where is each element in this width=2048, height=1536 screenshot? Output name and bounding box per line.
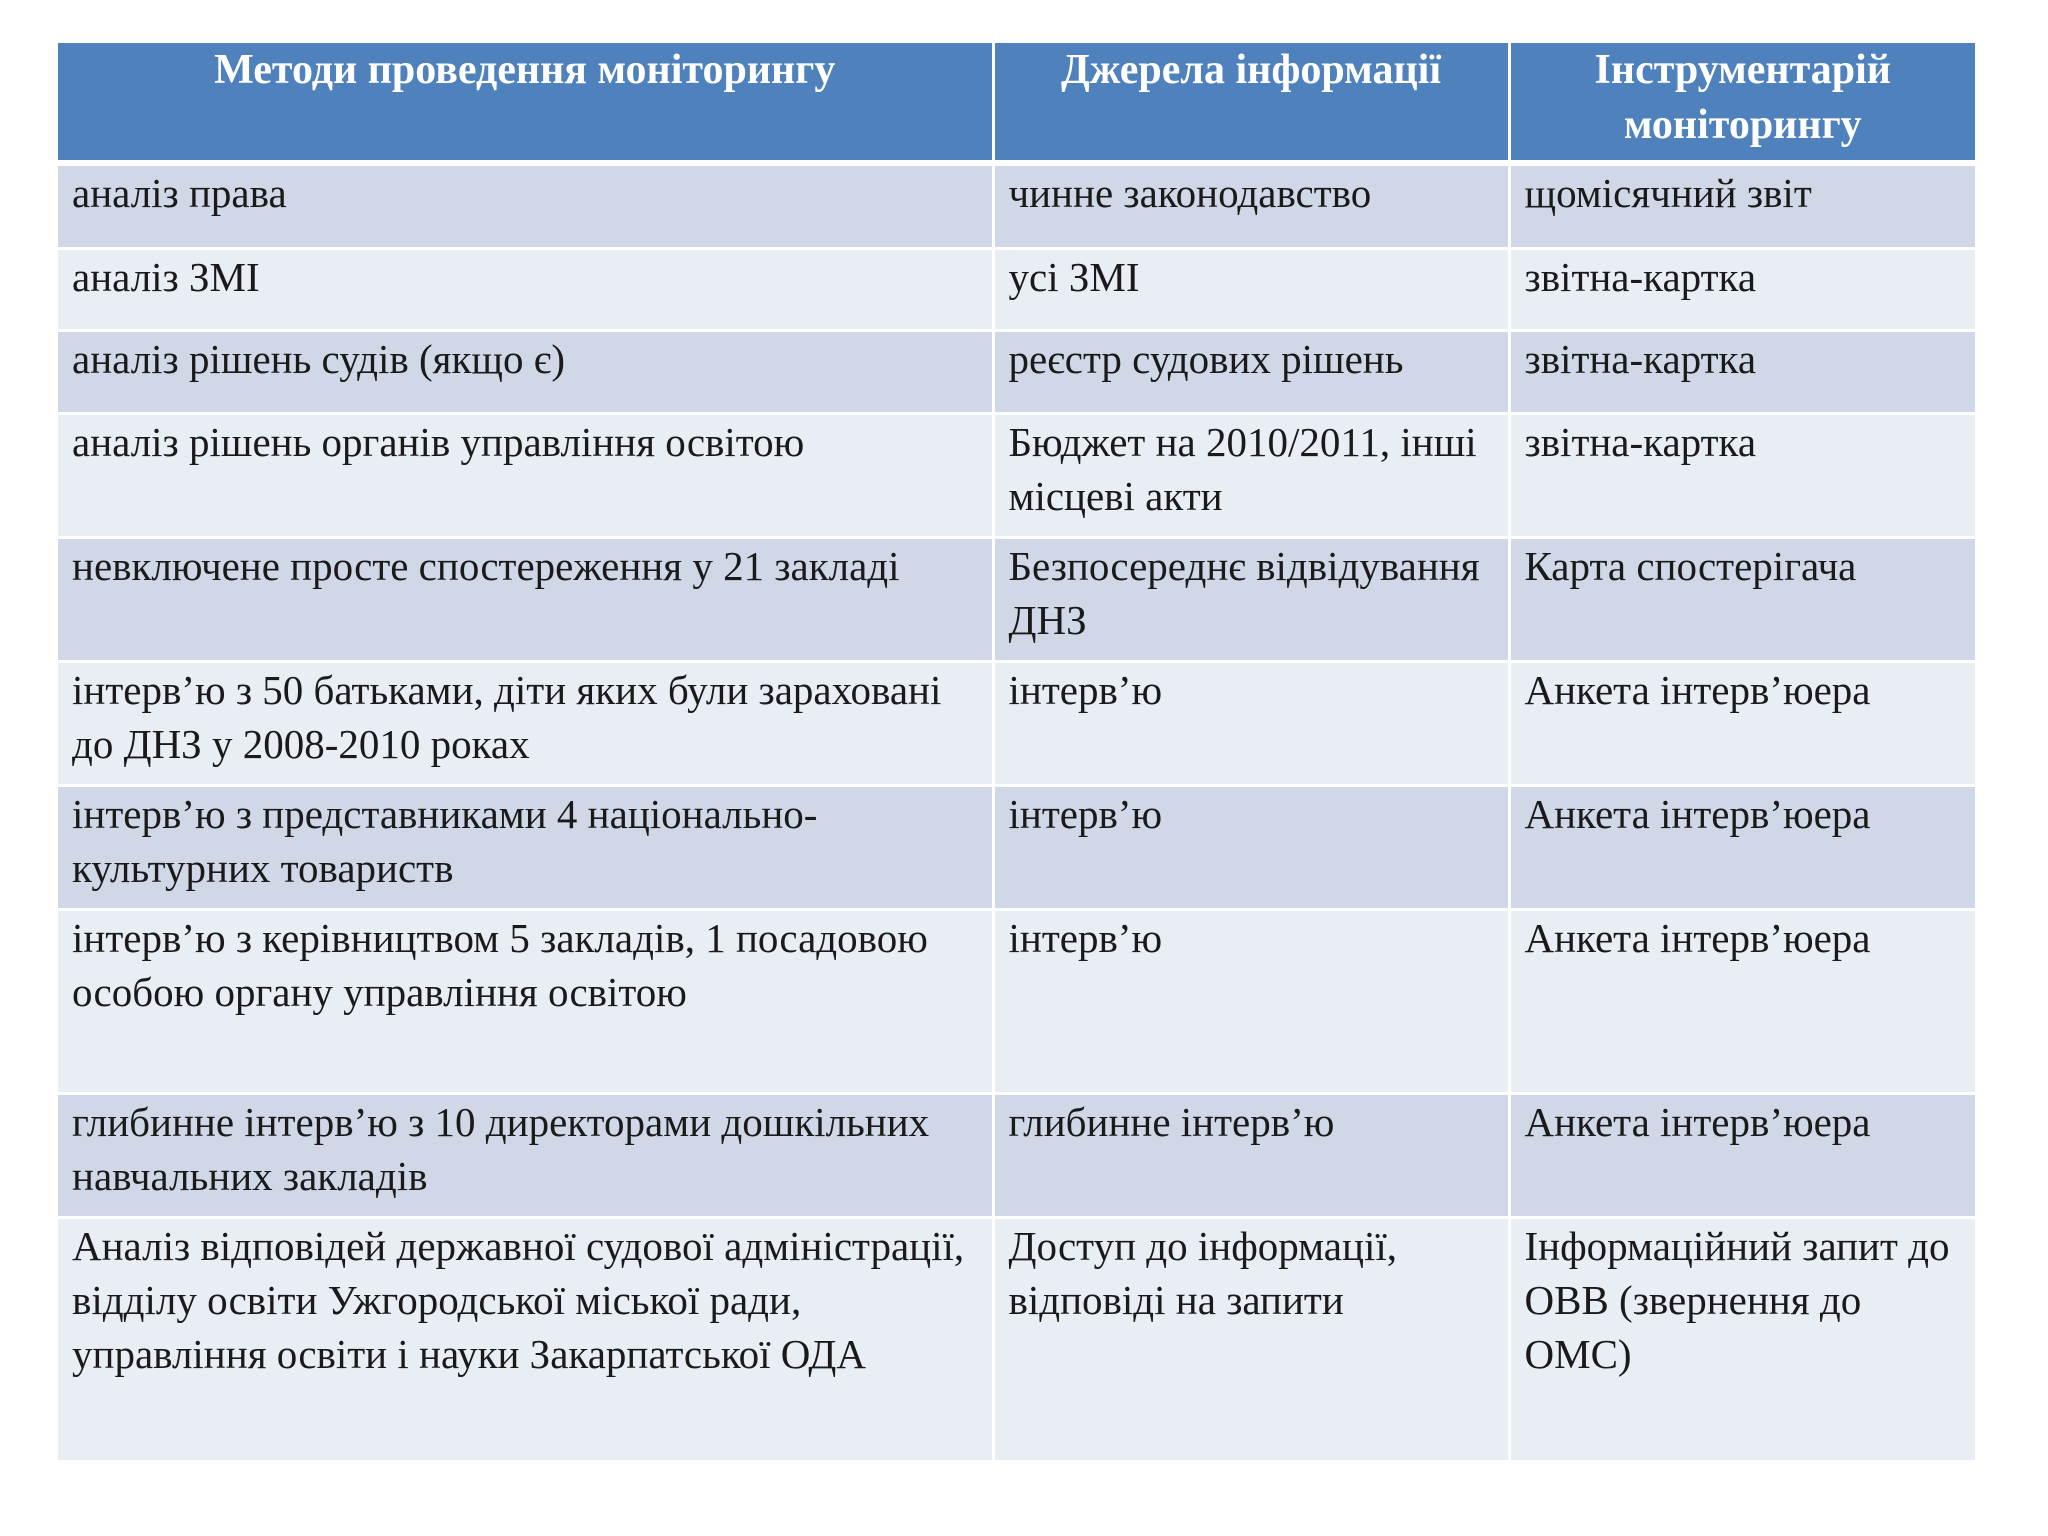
method-cell: Аналіз відповідей державної судової адміністрації, відділу освіти Ужгородської міської ради, управління освіти і науки Закарпатської ОДА (58, 1217, 993, 1461)
table-row (58, 537, 1975, 661)
header-methods: Методи проведення моніторингу (58, 43, 993, 163)
table-row (58, 330, 1975, 413)
tool-cell: звітна-картка (1509, 330, 1975, 413)
method-cell: інтерв’ю з 50 батьками, діти яких були зараховані до ДНЗ у 2008-2010 роках (58, 661, 993, 785)
method-cell: аналіз рішень судів (якщо є) (58, 330, 993, 413)
source-cell: Бюджет на 2010/2011, інші місцеві акти (993, 413, 1509, 537)
table-row (58, 1217, 1975, 1461)
tool-cell: Анкета інтерв’юера (1509, 785, 1975, 909)
method-cell: аналіз рішень органів управління освітою (58, 413, 993, 537)
header-tools: Інструментарій моніторингу (1509, 43, 1975, 163)
header-row (58, 43, 1975, 163)
header-sources: Джерела інформації (993, 43, 1509, 163)
tool-cell: Анкета інтерв’юера (1509, 909, 1975, 1093)
table-row (58, 248, 1975, 330)
tool-cell: щомісячний звіт (1509, 163, 1975, 248)
source-cell: інтерв’ю (993, 661, 1509, 785)
table-row (58, 909, 1975, 1093)
method-cell: аналіз права (58, 163, 993, 248)
method-cell: інтерв’ю з представниками 4 національно-культурних товариств (58, 785, 993, 909)
tool-cell: Інформаційний запит до ОВВ (звернення до ОМС) (1509, 1217, 1975, 1461)
table-row (58, 413, 1975, 537)
source-cell: усі ЗМІ (993, 248, 1509, 330)
method-cell: інтерв’ю з керівництвом 5 закладів, 1 посадовою особою органу управління освітою (58, 909, 993, 1093)
source-cell: Безпосереднє відвідування ДНЗ (993, 537, 1509, 661)
table-row (58, 163, 1975, 248)
method-cell: глибинне інтерв’ю з 10 директорами дошкільних навчальних закладів (58, 1093, 993, 1217)
source-cell: Доступ до інформації, відповіді на запити (993, 1217, 1509, 1461)
method-cell: невключене просте спостереження у 21 закладі (58, 537, 993, 661)
source-cell: інтерв’ю (993, 785, 1509, 909)
tool-cell: Анкета інтерв’юера (1509, 1093, 1975, 1217)
source-cell: глибинне інтерв’ю (993, 1093, 1509, 1217)
tool-cell: звітна-картка (1509, 248, 1975, 330)
tool-cell: Карта спостерігача (1509, 537, 1975, 661)
table-row (58, 785, 1975, 909)
tool-cell: звітна-картка (1509, 413, 1975, 537)
tool-cell: Анкета інтерв’юера (1509, 661, 1975, 785)
table-row (58, 661, 1975, 785)
table-row (58, 1093, 1975, 1217)
source-cell: чинне законодавство (993, 163, 1509, 248)
source-cell: інтерв’ю (993, 909, 1509, 1093)
source-cell: реєстр судових рішень (993, 330, 1509, 413)
monitoring-table (58, 43, 1975, 1463)
method-cell: аналіз ЗМІ (58, 248, 993, 330)
